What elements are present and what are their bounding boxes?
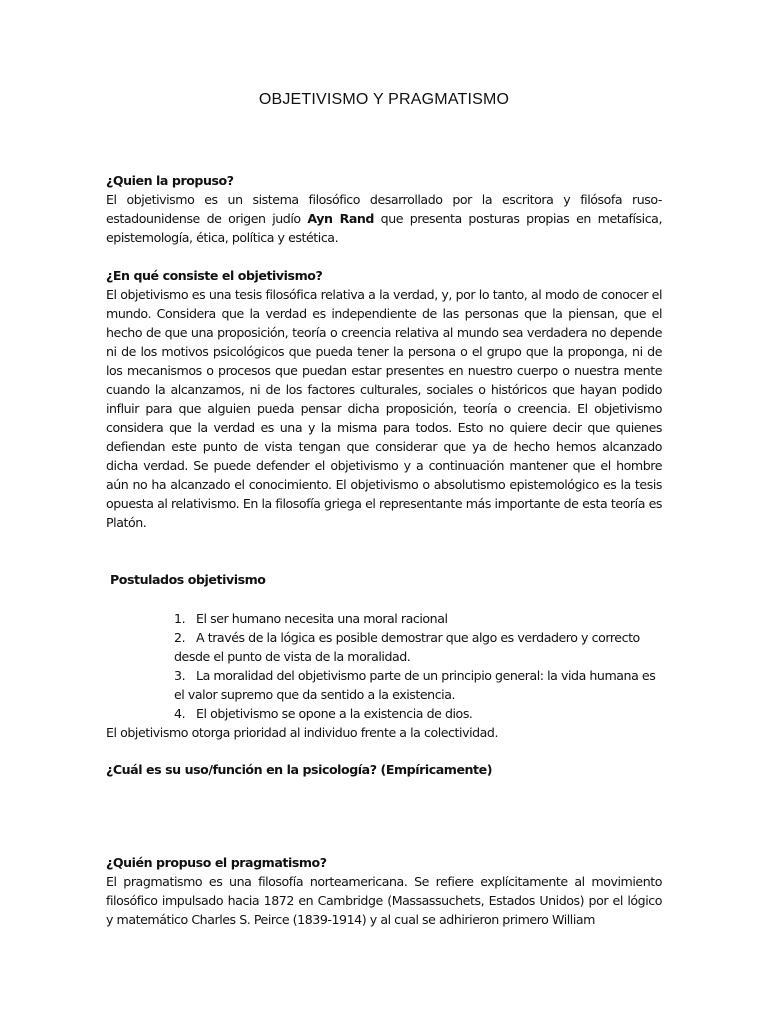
section-postulates (106, 570, 662, 742)
section-heading: ¿En qué consiste el objetivismo? (106, 268, 323, 283)
section-pragmatism (106, 853, 662, 929)
section-heading: Postulados objetivismo (110, 572, 266, 587)
list-number: 4. (174, 706, 186, 721)
list-number: 2. (174, 630, 186, 645)
list-item (174, 666, 662, 704)
list-text: El ser humano necesita una moral racional (196, 611, 448, 626)
paragraph-text: que presenta posturas propias en metafísica, epistemología, ética, política y estética. (106, 211, 662, 245)
section-heading: ¿Cuál es su uso/función en la psicología? (Empíricamente) (106, 762, 493, 777)
list-text: El objetivismo se opone a la existencia de dios. (196, 706, 473, 721)
paragraph-text: El objetivismo es un sistema filosófico desarrollado por la escritora y filósofa ruso-estadounidense de origen judío (106, 192, 662, 226)
postulates-list (106, 609, 662, 723)
list-item (174, 628, 662, 666)
section-heading: ¿Quien la propuso? (106, 173, 234, 188)
section-paragraph (106, 190, 662, 247)
author-name: Ayn Rand (307, 211, 374, 226)
section-what-is (106, 266, 662, 532)
section-closing: El objetivismo otorga prioridad al individuo frente a la colectividad. (106, 725, 499, 740)
list-item (174, 704, 662, 723)
section-heading: ¿Quién propuso el pragmatismo? (106, 855, 327, 870)
section-paragraph: El objetivismo es una tesis filosófica relativa a la verdad, y, por lo tanto, al modo de conocer el mundo. Considera que la verdad es independiente de las personas que la piensan, que el hecho de que una proposición, teoría o creencia relativa al mundo sea verdadera no depende ni de los motivos psicológicos que pueda tener la persona o el grupo que la proponga, ni de los mecanismos o procesos que puedan estar presentes en nuestro cuerpo o nuestra mente cuando la alcanzamos, ni de los factores culturales, sociales o históricos que hayan podido influir para que alguien pueda pensar dicha proposición, teoría o creencia. El objetivismo considera que la verdad es una y la misma para todos. Esto no quiere decir que quienes defiendan este punto de vista tengan que considerar que ya de hecho hemos alcanzado dicha verdad. Se puede defender el objetivismo y a continuación mantener que el hombre aún no ha alcanzado el conocimiento. El objetivismo o absolutismo epistemológico es la tesis opuesta al relativismo. En la filosofía griega el representante más importante de esta teoría es Platón. (106, 287, 662, 530)
list-item (174, 609, 662, 628)
section-paragraph: El pragmatismo es una filosofía norteamericana. Se refiere explícitamente al movimiento filosófico impulsado hacia 1872 en Cambridge (Massassuchets, Estados Unidos) por el lógico y matemático Charles S. Peirce (1839-1914) y al cual se adhirieron primero William (106, 874, 662, 927)
list-number: 1. (174, 611, 186, 626)
section-psychology-use (106, 760, 662, 779)
section-who-proposed (106, 171, 662, 247)
list-text: A través de la lógica es posible demostrar que algo es verdadero y correcto desde el punto de vista de la moralidad. (174, 630, 640, 664)
list-text: La moralidad del objetivismo parte de un principio general: la vida humana es el valor supremo que da sentido a la existencia. (174, 668, 656, 702)
document-title: OBJETIVISMO Y PRAGMATISMO (258, 91, 510, 108)
list-number: 3. (174, 668, 186, 683)
